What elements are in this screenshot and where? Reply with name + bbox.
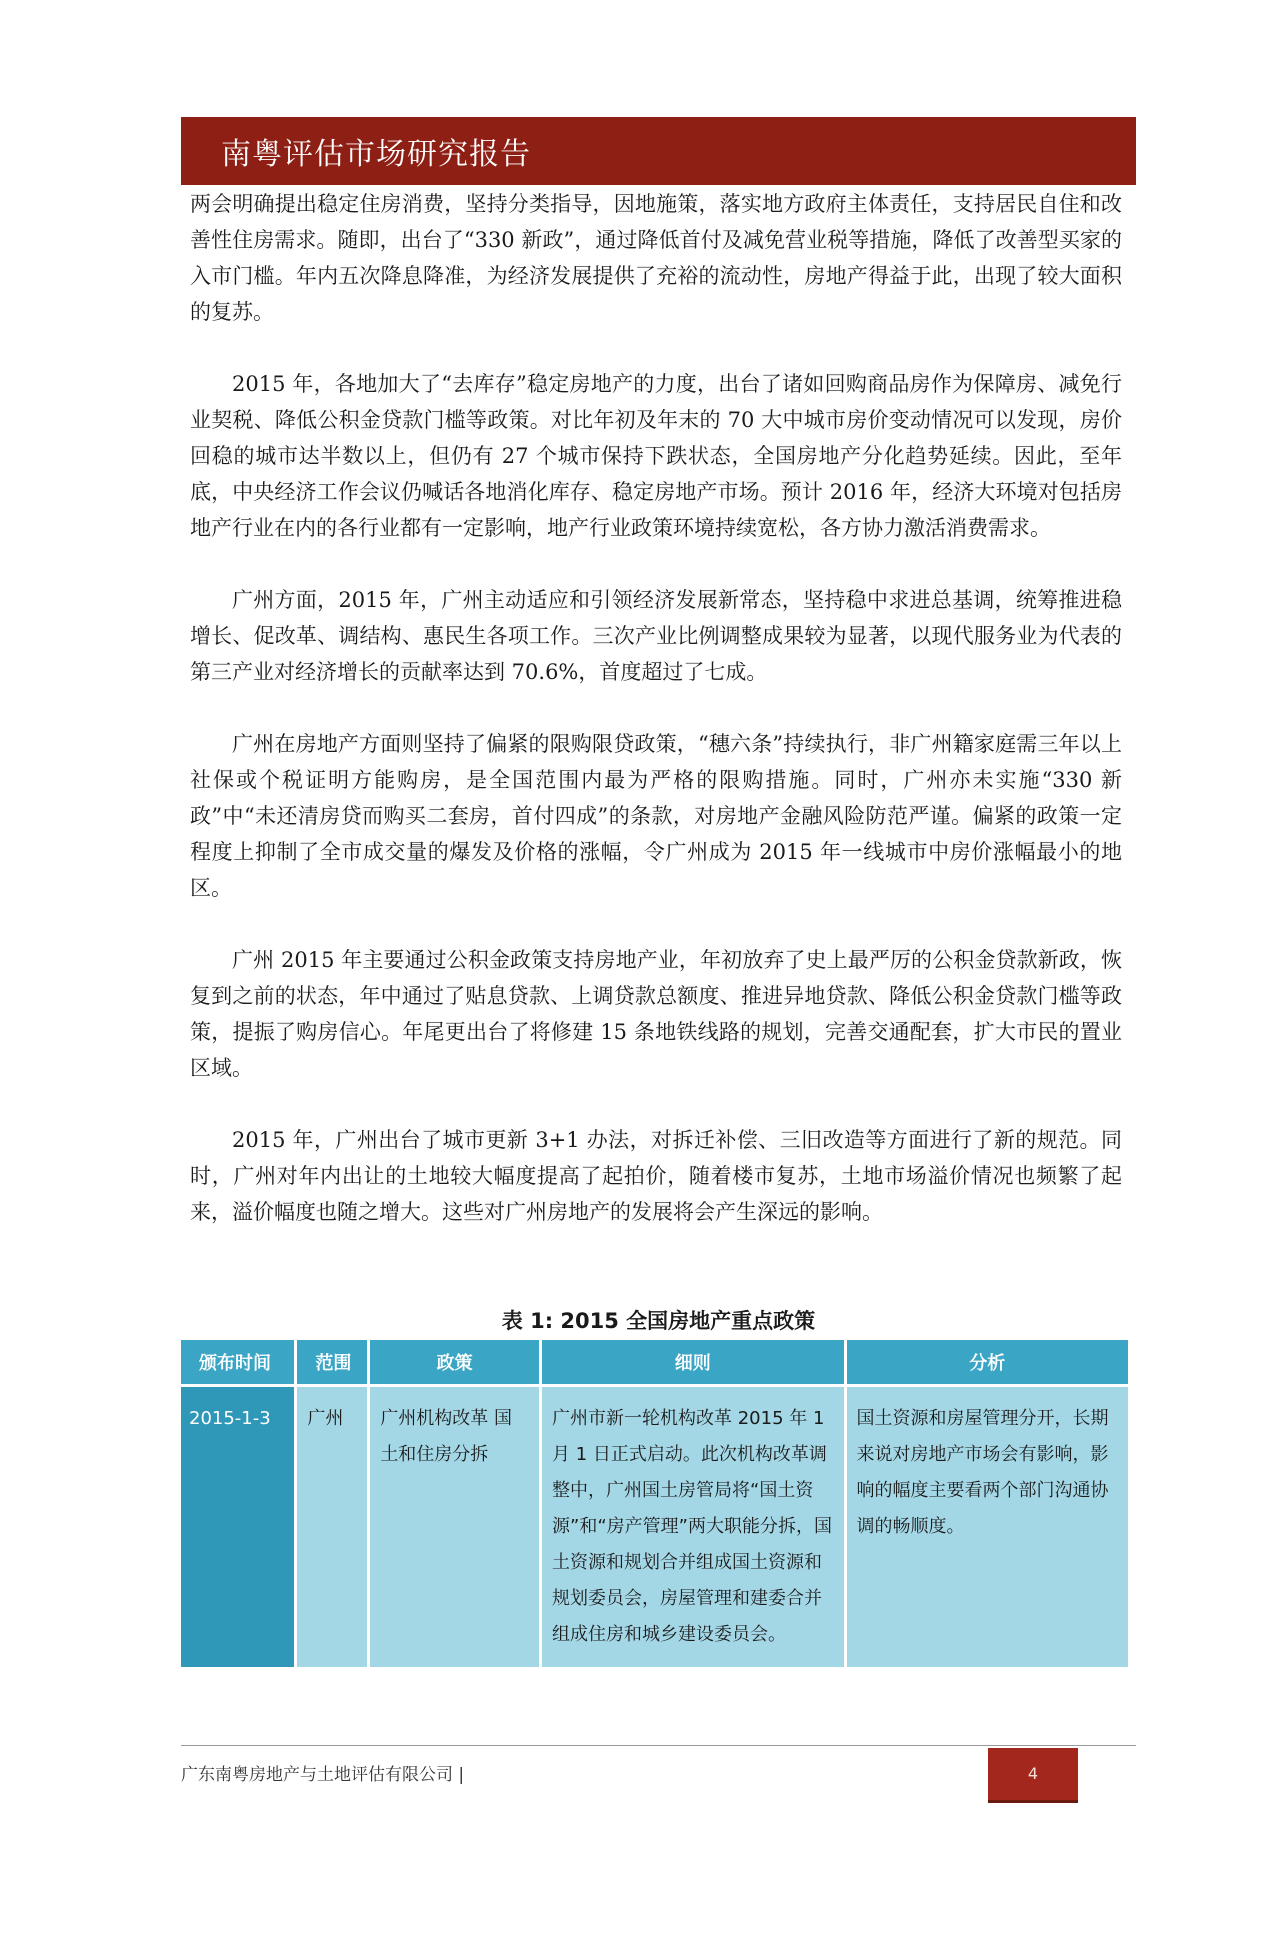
cell-policy: 广州机构改革 国土和住房分拆 xyxy=(369,1386,541,1668)
col-header-policy: 政策 xyxy=(369,1340,541,1386)
footer-company: 广东南粤房地产与土地评估有限公司 | xyxy=(181,1765,465,1785)
paragraph: 广州方面，2015 年，广州主动适应和引领经济发展新常态，坚持稳中求进总基调，统筹推进稳增长、促改革、调结构、惠民生各项工作。三次产业比例调整成果较为显著，以现代服务业为代表的第三产业对经济增长的贡献率达到 70.6%，首度超过了七成。 xyxy=(190,588,1122,684)
header-bar xyxy=(181,117,1136,185)
cell-details: 广州市新一轮机构改革 2015 年 1 月 1 日正式启动。此次机构改革调整中，广州国土房管局将“国土资源”和“房产管理”两大职能分拆，国土资源和规划合并组成国土资源和规划委员会，房屋管理和建委合并组成住房和城乡建设委员会。 xyxy=(541,1386,846,1668)
col-header-date: 颁布时间 xyxy=(181,1340,296,1386)
page-number: 4 xyxy=(988,1748,1078,1803)
col-header-details: 细则 xyxy=(541,1340,846,1386)
cell-analysis: 国土资源和房屋管理分开，长期来说对房地产市场会有影响，影响的幅度主要看两个部门沟通协调的畅顺度。 xyxy=(845,1386,1130,1668)
cell-scope: 广州 xyxy=(296,1386,369,1668)
cell-date: 2015-1-3 xyxy=(181,1386,296,1668)
paragraph: 2015 年，广州出台了城市更新 3+1 办法，对拆迁补偿、三旧改造等方面进行了新的规范。同时，广州对年内出让的土地较大幅度提高了起拍价，随着楼市复苏，土地市场溢价情况也频繁了起来，溢价幅度也随之增大。这些对广州房地产的发展将会产生深远的影响。 xyxy=(190,1128,1122,1224)
report-title: 南粤评估市场研究报告 xyxy=(221,137,531,172)
paragraph: 广州 2015 年主要通过公积金政策支持房地产业，年初放弃了史上最严厉的公积金贷款新政，恢复到之前的状态，年中通过了贴息贷款、上调贷款总额度、推进异地贷款、降低公积金贷款门槛等政策，提振了购房信心。年尾更出台了将修建 15 条地铁线路的规划，完善交通配套，扩大市民的置业区域。 xyxy=(190,948,1122,1080)
table-caption: 表 1: 2015 全国房地产重点政策 xyxy=(501,1309,816,1333)
footer-divider xyxy=(181,1745,1136,1746)
col-header-analysis: 分析 xyxy=(845,1340,1130,1386)
col-header-scope: 范围 xyxy=(296,1340,369,1386)
paragraph: 2015 年，各地加大了“去库存”稳定房地产的力度，出台了诸如回购商品房作为保障房、减免行业契税、降低公积金贷款门槛等政策。对比年初及年末的 70 大中城市房价变动情况可以发现，房价回稳的城市达半数以上，但仍有 27 个城市保持下跌状态，全国房地产分化趋势延续。因此，至年底，中央经济工作会议仍喊话各地消化库存、稳定房地产市场。预计 2016 年，经济大环境对包括房地产行业在内的各行业都有一定影响，地产行业政策环境持续宽松，各方协力激活消费需求。 xyxy=(190,372,1122,540)
body-text xyxy=(190,186,1122,1266)
table-header-row xyxy=(181,1340,1130,1386)
paragraph: 广州在房地产方面则坚持了偏紧的限购限贷政策，“穗六条”持续执行，非广州籍家庭需三年以上社保或个税证明方能购房，是全国范围内最为严格的限购措施。同时，广州亦未实施“330 新政”中“未还清房贷而购买二套房，首付四成”的条款，对房地产金融风险防范严谨。偏紧的政策一定程度上抑制了全市成交量的爆发及价格的涨幅，令广州成为 2015 年一线城市中房价涨幅最小的地区。 xyxy=(190,732,1122,900)
table-row xyxy=(181,1386,1130,1668)
policy-table xyxy=(181,1340,1131,1667)
paragraph: 两会明确提出稳定住房消费，坚持分类指导，因地施策，落实地方政府主体责任，支持居民自住和改善性住房需求。随即，出台了“330 新政”，通过降低首付及减免营业税等措施，降低了改善型买家的入市门槛。年内五次降息降准，为经济发展提供了充裕的流动性，房地产得益于此，出现了较大面积的复苏。 xyxy=(190,192,1122,324)
